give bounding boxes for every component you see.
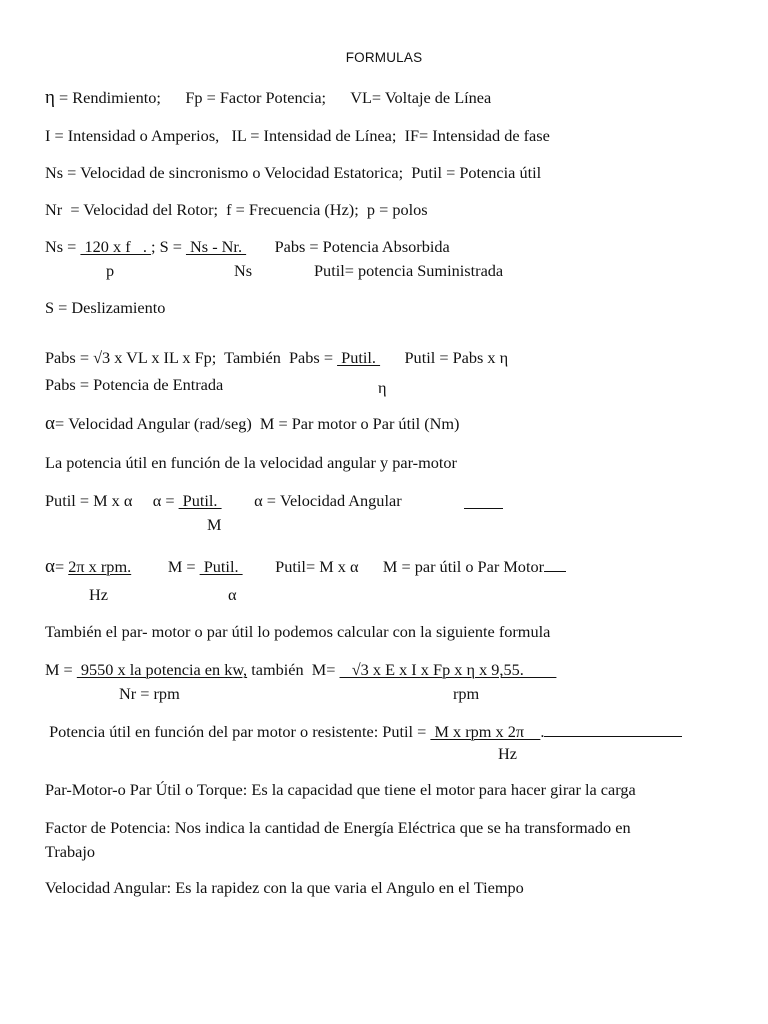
putil-rpm-numerator: M x rpm x 2π: [430, 722, 541, 741]
formula-text: Ns =: [45, 237, 81, 256]
formula-alpha-m: [45, 556, 566, 577]
line-definitions-4: Nr = Velocidad del Rotor; f = Frecuencia (Hz); p = polos: [45, 200, 428, 219]
blank-line: [464, 493, 503, 509]
page-title: FORMULAS: [345, 50, 423, 65]
formula-text: M =: [45, 660, 77, 679]
blank-line: [544, 556, 566, 572]
formula-m-9550: [45, 660, 556, 680]
line-potencia-util: La potencia útil en función de la velocidad angular y par-motor: [45, 453, 457, 472]
ns-numerator: 120 x f .: [80, 237, 151, 256]
formula-text: Putil= M x α M = par útil o Par Motor: [242, 557, 545, 576]
blank-line: [544, 721, 682, 737]
formula-pabs: [45, 348, 508, 368]
ns-denominator: p: [106, 261, 115, 280]
formula-ns-s: [45, 237, 450, 257]
formula-text: .: [540, 722, 545, 741]
pabs-denominator: η: [378, 378, 387, 397]
alpha-symbol: α: [45, 413, 55, 434]
alpha-rpm-denominator: Hz: [89, 585, 108, 604]
m-sqrt3-numerator: √3 x E x I x Fp x η x 9,55.: [339, 660, 557, 679]
m-9550-numerator: 9550 x la potencia en kw,: [76, 660, 248, 679]
alpha-numerator: Putil.: [178, 491, 222, 510]
line-definitions-2: I = Intensidad o Amperios, IL = Intensidad de Línea; IF= Intensidad de fase: [45, 126, 550, 145]
line-definitions-1: [45, 88, 491, 108]
putil-definition: Putil= potencia Suministrada: [314, 261, 504, 280]
m-denominator: α: [228, 585, 237, 604]
formula-text: ; S =: [150, 237, 186, 256]
m-numerator: Putil.: [199, 557, 243, 576]
eta-symbol: η: [45, 87, 55, 108]
definition-velocidad-angular: Velocidad Angular: Es la rapidez con la que varia el Angulo en el Tiempo: [45, 878, 524, 897]
line-deslizamiento: S = Deslizamiento: [45, 298, 166, 317]
m-sqrt3-denominator: rpm: [453, 684, 480, 703]
putil-rpm-denominator: Hz: [498, 744, 517, 763]
formula-text: Putil = M x α α =: [45, 491, 179, 510]
formula-text: Potencia útil en función del par motor o resistente: Putil =: [45, 722, 431, 741]
formula-text: también M=: [247, 660, 340, 679]
formula-text: Putil = Pabs x η: [380, 348, 509, 367]
definition-factor-potencia: Factor de Potencia: Nos indica la cantidad de Energía Eléctrica que se ha transformado en: [45, 818, 631, 837]
formula-putil-rpm: [45, 721, 682, 742]
formula-text: M =: [131, 557, 200, 576]
formula-text: =: [54, 557, 69, 576]
alpha-denominator: M: [207, 515, 222, 534]
line-par-motor-intro: También el par- motor o par útil lo podemos calcular con la siguiente formula: [45, 622, 551, 641]
pabs-numerator: Putil.: [337, 348, 381, 367]
line-alpha-definition: [45, 414, 459, 434]
s-denominator: Ns: [234, 261, 253, 280]
formula-text: α = Velocidad Angular: [221, 491, 402, 510]
formula-text: Pabs = Potencia Absorbida: [246, 237, 450, 256]
line-text: = Rendimiento; Fp = Factor Potencia; VL= Voltaje de Línea: [54, 88, 492, 107]
formula-putil-alpha: [45, 491, 402, 511]
line-definitions-3: Ns = Velocidad de sincronismo o Velocidad Estatorica; Putil = Potencia útil: [45, 163, 542, 182]
formula-text: Pabs = √3 x VL x IL x Fp; También Pabs =: [45, 348, 338, 367]
m-9550-denominator: Nr = rpm: [119, 684, 180, 703]
line-text: = Velocidad Angular (rad/seg) M = Par motor o Par útil (Nm): [54, 414, 460, 433]
alpha-symbol: α: [45, 556, 55, 577]
s-numerator: Ns - Nr.: [185, 237, 247, 256]
definition-par-motor: Par-Motor-o Par Útil o Torque: Es la capacidad que tiene el motor para hacer girar la carga: [45, 780, 636, 799]
pabs-definition: Pabs = Potencia de Entrada: [45, 375, 224, 394]
definition-factor-potencia-cont: Trabajo: [45, 842, 96, 861]
alpha-rpm-numerator: 2π x rpm.: [68, 557, 132, 576]
